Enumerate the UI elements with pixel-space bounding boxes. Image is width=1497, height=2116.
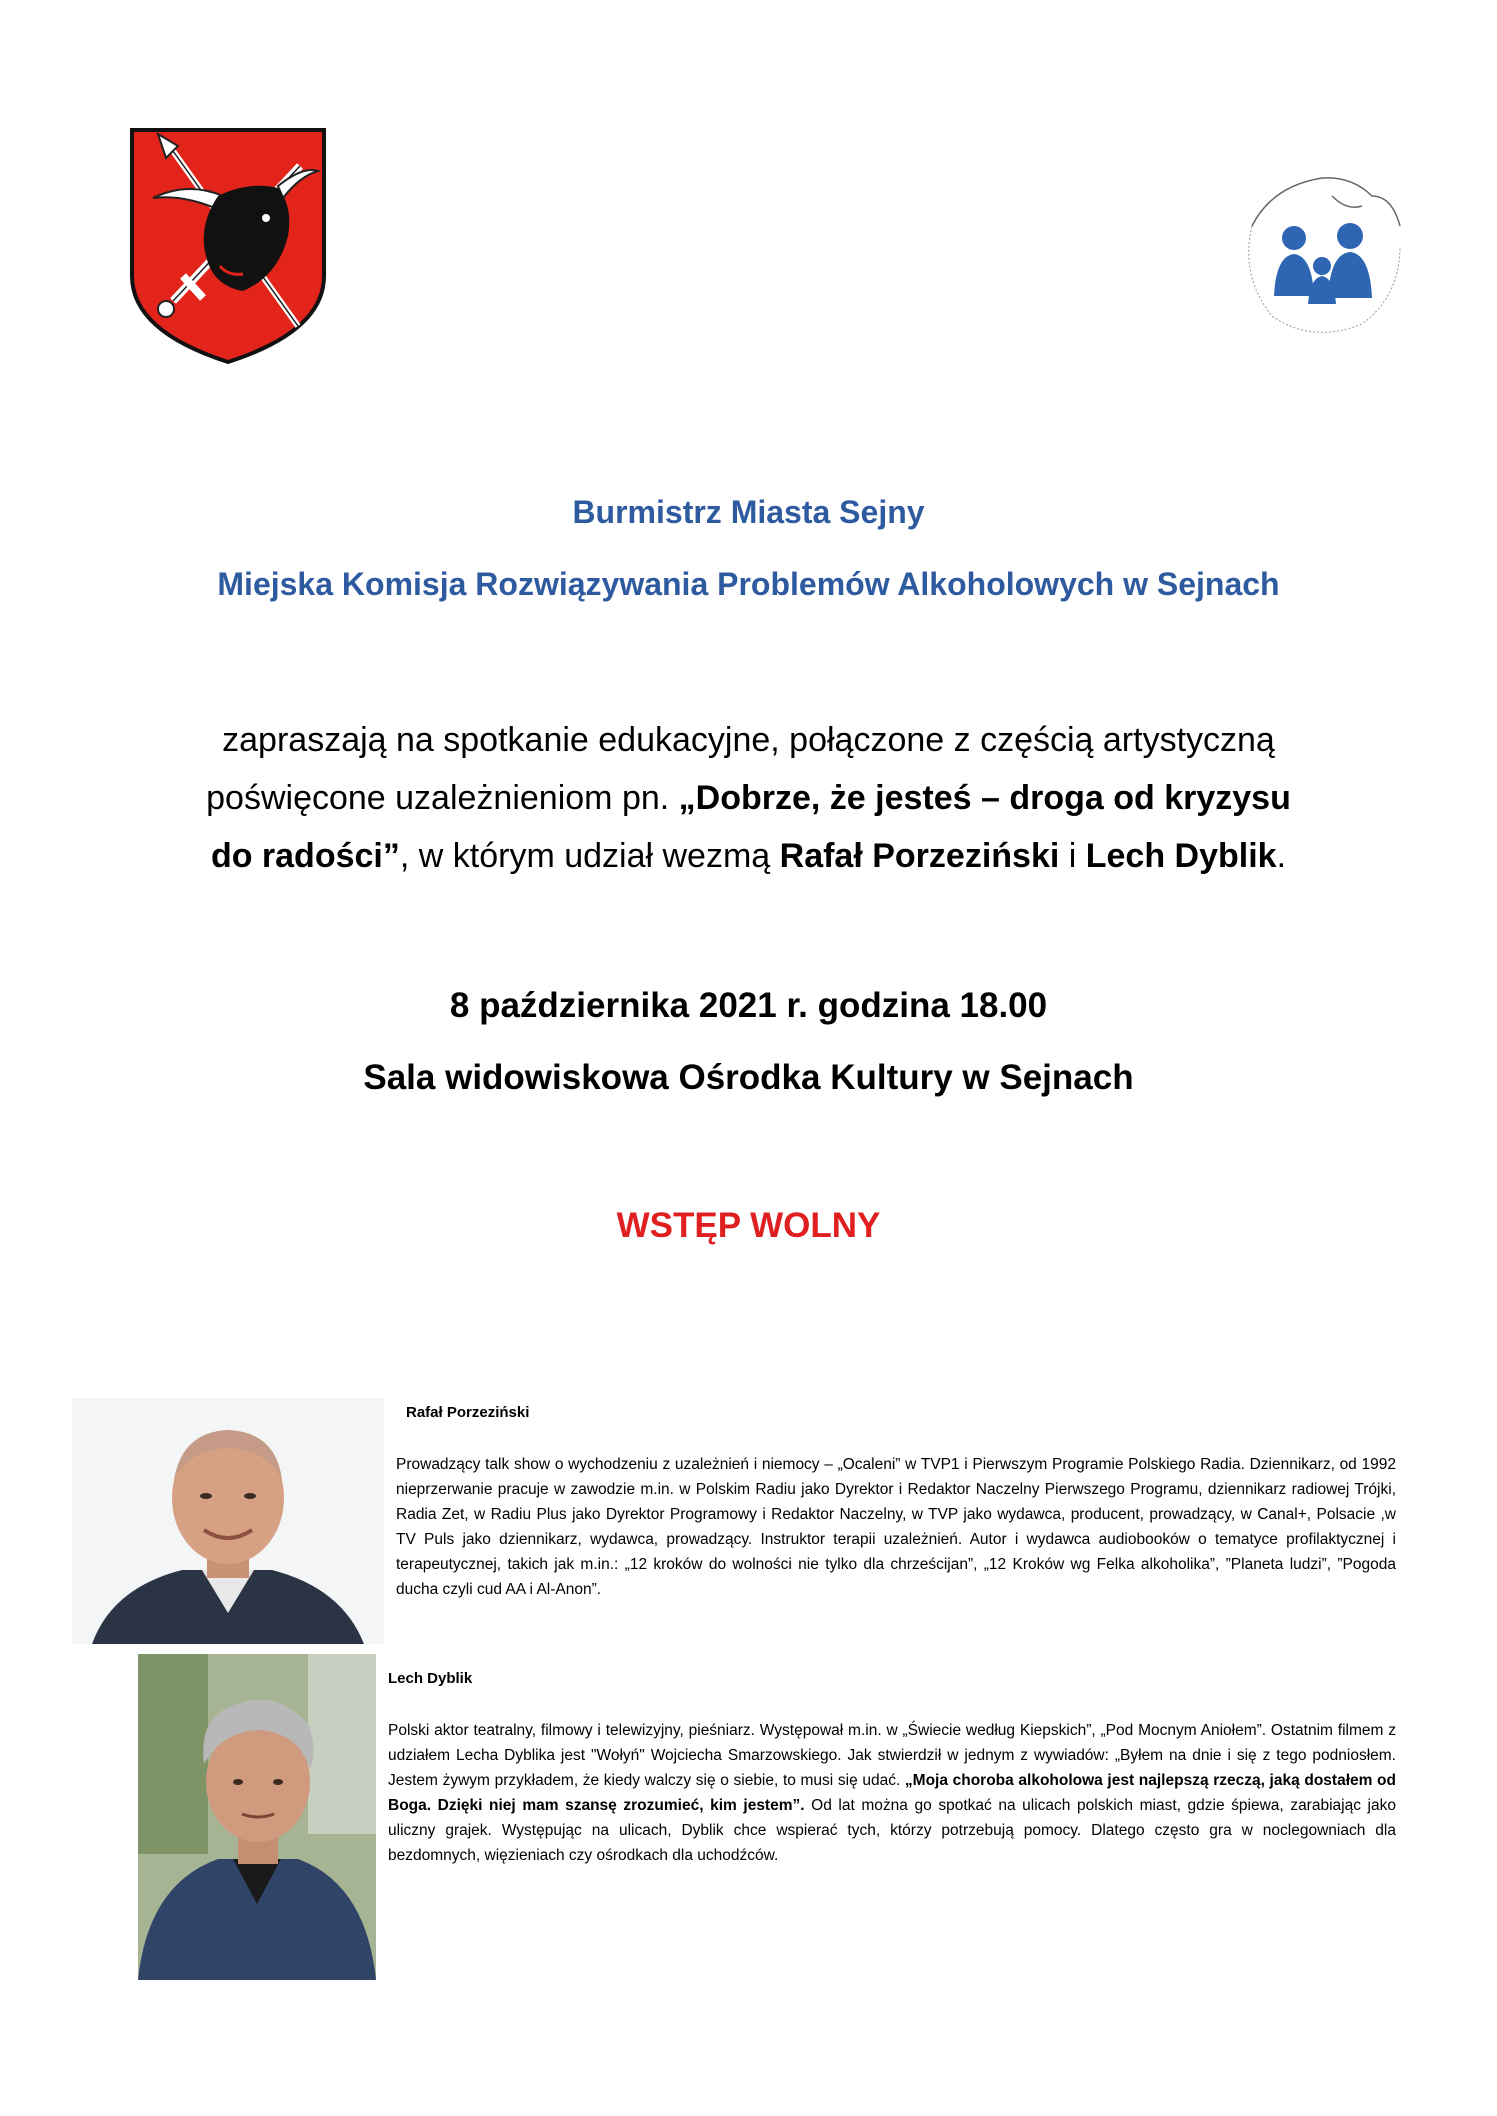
organizer-commission: Miejska Komisja Rozwiązywania Problemów Alkoholowych w Sejnach bbox=[217, 566, 1280, 602]
organizer-mayor: Burmistrz Miasta Sejny bbox=[572, 494, 925, 530]
portrait-man-2-icon bbox=[138, 1654, 376, 1980]
invitation-line-1 bbox=[0, 710, 1497, 770]
coat-of-arms-logo bbox=[128, 126, 328, 366]
guest-name-2: Lech Dyblik bbox=[1085, 837, 1277, 875]
admission-free: WSTĘP WOLNY bbox=[616, 1206, 881, 1245]
guest-name-1: Rafał Porzeziński bbox=[779, 837, 1060, 875]
bio-name-rafal: Rafał Porzeziński bbox=[406, 1404, 530, 1421]
invitation-period: . bbox=[1276, 837, 1287, 875]
photo-lech-dyblik bbox=[138, 1654, 376, 1980]
event-title-part-1: „Dobrze, że jesteś – droga od kryzysu bbox=[678, 779, 1291, 817]
invitation-line-2 bbox=[0, 768, 1497, 828]
invitation-line-3 bbox=[0, 826, 1497, 886]
bio-text-lech-quote: „Moja choroba alkoholowa jest najlepszą rzeczą, jaką dostałem od Boga. Dzięki niej mam szansę zrozumieć, kim jestem”. bbox=[388, 1772, 1396, 1814]
portrait-man-1-icon bbox=[72, 1398, 384, 1644]
commission-emblem-logo bbox=[1232, 166, 1408, 342]
coat-of-arms-icon bbox=[128, 126, 328, 366]
event-title-part-2: do radości” bbox=[210, 837, 400, 875]
photo-rafal-porzezinski bbox=[72, 1398, 384, 1644]
family-hands-icon bbox=[1232, 166, 1408, 342]
bio-text-lech-part-2: Od lat można go spotkać na ulicach polskich miast, gdzie śpiewa, zarabiając jako uliczny grajek. Występując na ulicach, Dyblik chce wspierać tych, którzy potrzebują pomocy. Dlatego często gra w noclegowniach dla bezdomnych, więzieniach czy ośrodkach dla uchodźców. bbox=[388, 1797, 1396, 1864]
invitation-line-1-text: zapraszają na spotkanie edukacyjne, połączone z częścią artystyczną bbox=[222, 721, 1275, 759]
event-venue: Sala widowiskowa Ośrodka Kultury w Sejnach bbox=[363, 1058, 1134, 1097]
bio-name-lech: Lech Dyblik bbox=[388, 1670, 473, 1687]
event-date-time: 8 października 2021 r. godzina 18.00 bbox=[449, 986, 1048, 1025]
invitation-line-3-text: , w którym udział wezmą bbox=[399, 837, 780, 875]
bio-text-lech bbox=[388, 1718, 1396, 1868]
bio-text-rafal: Prowadzący talk show o wychodzeniu z uzależnień i niemocy – „Ocaleni” w TVP1 i Pierwszym Programie Polskiego Radia. Dziennikarz, od 1992 nieprzerwanie pracuje w zawodzie m.in. w Polskim Radiu jako Dyrektor i Redaktor Naczelny Pierwszego Programu, dziennikarz radiowej Trójki, Radia Zet, w Radiu Plus jako Dyrektor Programowy i Redaktor Naczelny, w TVP jako wydawca, producent, prowadzący, w Canal+, Polsacie ,w TV Puls jako dziennikarz, wydawca, prowadzący. Instruktor terapii uzależnień. Autor i wydawca audiobooków o tematyce profilaktycznej i terapeutycznej, takich jak m.in.: „12 kroków do wolności nie tylko dla chrześcijan”, „12 Kroków wg Felka alkoholika”, ”Planeta ludzi”, ”Pogoda ducha czyli cud AA i Al-Anon”. bbox=[396, 1456, 1396, 1598]
invitation-and: i bbox=[1059, 837, 1086, 875]
bio-text-lech-part-1: Polski aktor teatralny, filmowy i telewizyjny, pieśniarz. Występował m.in. w „Świecie według Kiepskich”, „Pod Mocnym Aniołem”. Ostatnim filmem z udziałem Lecha Dyblika jest "Wołyń" Wojciecha Smarzowskiego. Jak stwierdził w jednym z wywiadów: „Byłem na dnie i się z tego podniosłem. Jestem żywym przykładem, że kiedy walczy się o siebie, to musi się udać. bbox=[388, 1722, 1396, 1789]
invitation-line-2-text: poświęcone uzależnieniom pn. bbox=[206, 779, 679, 817]
